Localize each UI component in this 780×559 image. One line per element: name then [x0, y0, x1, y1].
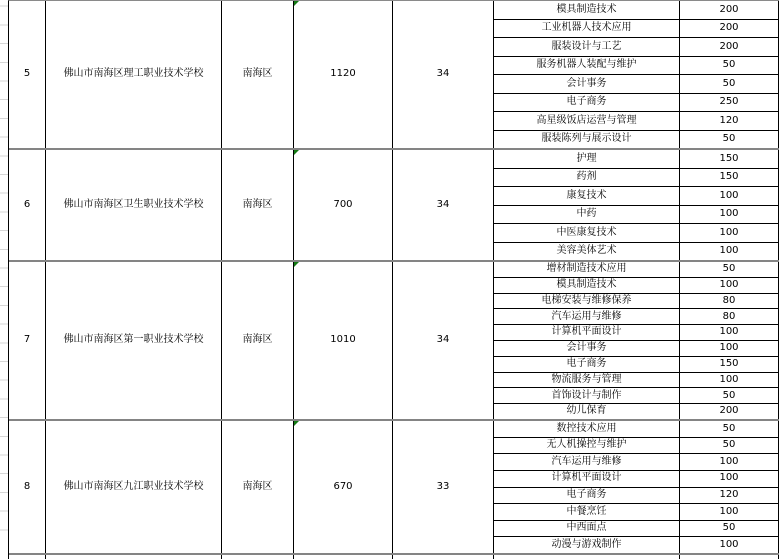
major-quota-cell-text: 100 — [719, 245, 739, 256]
majors-column — [494, 421, 779, 553]
major-quota-cell[interactable] — [680, 94, 779, 112]
major-name-cell-text: 护理 — [576, 152, 597, 164]
major-name-cell[interactable] — [494, 357, 680, 372]
total-enrollment-cell-text: 1010 — [330, 334, 356, 346]
school-name-cell-text: 佛山市南海区理工职业技术学校 — [63, 68, 204, 80]
number-as-text-flag-icon — [294, 150, 299, 155]
major-quota-cell[interactable] — [680, 38, 779, 56]
major-row — [494, 536, 779, 553]
school-block-partial — [9, 555, 779, 559]
major-name-cell[interactable] — [494, 521, 680, 537]
major-row — [494, 56, 779, 75]
major-name-cell-text: 中医康复技术 — [556, 226, 617, 238]
major-row — [494, 223, 779, 242]
major-row — [494, 356, 779, 372]
major-quota-cell-text: 200 — [719, 40, 739, 52]
major-name-cell-text: 会计事务 — [566, 77, 607, 89]
major-name-cell-text: 增材制造技术应用 — [546, 263, 627, 275]
major-name-cell[interactable] — [494, 537, 680, 553]
number-as-text-flag-icon — [294, 1, 299, 6]
major-name-cell[interactable] — [494, 94, 680, 112]
major-quota-cell-text: 50 — [722, 422, 736, 434]
major-row — [494, 293, 779, 309]
major-quota-cell[interactable] — [680, 224, 779, 242]
major-quota-cell[interactable] — [680, 341, 779, 356]
major-quota-cell[interactable] — [680, 187, 779, 205]
major-name-cell-text: 工业机器人技术应用 — [541, 22, 632, 33]
major-quota-cell[interactable] — [680, 206, 779, 224]
major-quota-cell[interactable] — [680, 262, 779, 277]
district-cell[interactable] — [222, 555, 294, 559]
major-name-cell[interactable] — [494, 206, 680, 224]
total-enrollment-cell-text: 700 — [333, 198, 353, 210]
major-name-cell-text: 电梯安装与维修保养 — [541, 294, 632, 306]
major-row — [494, 555, 779, 559]
major-quota-cell-text: 100 — [719, 208, 739, 219]
major-name-cell[interactable] — [494, 471, 680, 487]
district-cell-text: 南海区 — [242, 198, 273, 210]
major-name-cell-text: 汽车运用与维修 — [551, 455, 622, 467]
major-quota-cell[interactable] — [680, 294, 779, 309]
school-block — [9, 262, 779, 421]
number-as-text-flag-icon — [294, 262, 299, 267]
school-name-cell[interactable] — [46, 150, 222, 260]
major-quota-cell-text: 50 — [722, 59, 736, 70]
major-name-cell[interactable] — [494, 75, 680, 93]
major-name-cell[interactable] — [494, 421, 680, 437]
district-cell-text: 南海区 — [242, 334, 273, 346]
school-name-cell[interactable] — [46, 1, 222, 148]
number-as-text-flag-icon — [294, 421, 299, 426]
major-quota-cell[interactable] — [680, 278, 779, 293]
major-quota-cell[interactable] — [680, 454, 779, 470]
major-row — [494, 340, 779, 356]
major-quota-cell[interactable] — [680, 471, 779, 487]
major-quota-cell[interactable] — [680, 388, 779, 403]
district-cell-text: 南海区 — [242, 480, 273, 492]
major-name-cell[interactable] — [494, 112, 680, 130]
major-row — [494, 242, 779, 261]
major-name-cell-text: 电子商务 — [566, 489, 607, 501]
major-row — [494, 308, 779, 324]
district-cell-text: 南海区 — [242, 68, 273, 80]
major-quota-cell[interactable] — [680, 169, 779, 187]
major-name-cell-text: 电子商务 — [566, 357, 607, 369]
major-quota-cell[interactable] — [680, 537, 779, 553]
major-name-cell-text: 电子商务 — [566, 96, 607, 107]
major-quota-cell[interactable] — [680, 150, 779, 168]
count-cell-text: 34 — [436, 68, 450, 80]
major-quota-cell-text: 100 — [719, 278, 739, 290]
major-row — [494, 324, 779, 340]
major-name-cell-text: 高星级饭店运营与管理 — [536, 114, 637, 126]
major-name-cell-text: 中西面点 — [566, 522, 607, 534]
count-cell-text: 34 — [436, 334, 450, 346]
major-name-cell-text: 物流服务与管理 — [551, 373, 622, 385]
major-name-cell-text: 幼儿保育 — [566, 405, 607, 417]
major-row — [494, 421, 779, 437]
school-name-cell-text: 佛山市南海区第一职业技术学校 — [63, 334, 204, 346]
major-row — [494, 168, 779, 187]
major-name-cell[interactable] — [494, 150, 680, 168]
major-quota-cell-text: 50 — [722, 389, 736, 401]
major-name-cell-text: 首饰设计与制作 — [551, 389, 622, 401]
major-quota-cell-text: 100 — [719, 342, 739, 354]
major-row — [494, 205, 779, 224]
major-name-cell[interactable] — [494, 373, 680, 388]
seq-cell-text: 6 — [23, 198, 31, 210]
major-name-cell[interactable] — [494, 294, 680, 309]
major-name-cell[interactable] — [494, 187, 680, 205]
count-cell[interactable] — [393, 262, 494, 419]
major-quota-cell[interactable] — [680, 555, 779, 559]
major-quota-cell-text: 80 — [722, 310, 736, 322]
majors-column — [494, 262, 779, 419]
school-block — [9, 150, 779, 262]
major-quota-cell[interactable] — [680, 421, 779, 437]
major-quota-cell[interactable] — [680, 325, 779, 340]
count-cell[interactable] — [393, 555, 494, 559]
total-enrollment-cell-text: 670 — [333, 480, 353, 492]
count-cell[interactable] — [393, 150, 494, 260]
major-quota-cell-text: 120 — [719, 489, 739, 501]
major-row — [494, 487, 779, 504]
major-quota-cell[interactable] — [680, 20, 779, 38]
district-cell[interactable] — [222, 262, 294, 419]
major-name-cell[interactable] — [494, 438, 680, 454]
major-name-cell-text: 服装陈列与展示设计 — [541, 133, 632, 144]
major-quota-cell[interactable] — [680, 404, 779, 419]
major-row — [494, 1, 779, 19]
major-name-cell-text: 计算机平面设计 — [551, 472, 622, 484]
major-name-cell-text: 汽车运用与维修 — [551, 310, 622, 322]
majors-column — [494, 555, 779, 559]
major-name-cell-text: 动漫与游戏制作 — [551, 538, 622, 550]
major-name-cell-text: 计算机平面设计 — [551, 326, 622, 338]
major-row — [494, 387, 779, 403]
majors-column — [494, 150, 779, 260]
major-row — [494, 277, 779, 293]
major-quota-cell[interactable] — [680, 131, 779, 149]
major-name-cell-text: 康复技术 — [566, 189, 607, 201]
seq-cell[interactable] — [9, 421, 46, 553]
major-quota-cell[interactable] — [680, 112, 779, 130]
seq-cell[interactable] — [9, 150, 46, 260]
sheet-gridlines — [0, 0, 8, 559]
enrollment-table — [8, 0, 779, 559]
major-quota-cell[interactable] — [680, 504, 779, 520]
major-quota-cell[interactable] — [680, 488, 779, 504]
school-name-cell[interactable] — [46, 421, 222, 553]
major-name-cell[interactable] — [494, 555, 680, 559]
count-cell-text: 34 — [436, 198, 450, 210]
major-row — [494, 403, 779, 419]
major-row — [494, 453, 779, 470]
major-quota-cell[interactable] — [680, 373, 779, 388]
major-quota-cell-text: 100 — [719, 538, 739, 550]
major-row — [494, 503, 779, 520]
major-name-cell-text: 模具制造技术 — [556, 278, 617, 290]
total-enrollment-cell[interactable] — [294, 555, 393, 559]
count-cell[interactable] — [393, 421, 494, 553]
major-name-cell[interactable] — [494, 325, 680, 340]
major-quota-cell-text: 80 — [722, 294, 736, 306]
seq-cell[interactable] — [9, 262, 46, 419]
major-name-cell[interactable] — [494, 243, 680, 261]
major-name-cell[interactable] — [494, 488, 680, 504]
major-quota-cell[interactable] — [680, 57, 779, 75]
major-name-cell[interactable] — [494, 38, 680, 56]
major-name-cell-text: 服装设计与工艺 — [551, 40, 622, 52]
major-row — [494, 93, 779, 112]
major-name-cell-text: 模具制造技术 — [556, 3, 617, 15]
major-quota-cell[interactable] — [680, 243, 779, 261]
seq-cell[interactable] — [9, 1, 46, 148]
seq-cell-text: 8 — [23, 480, 31, 492]
major-quota-cell-text: 50 — [722, 133, 736, 144]
major-quota-cell[interactable] — [680, 438, 779, 454]
total-enrollment-cell[interactable] — [294, 421, 393, 553]
major-quota-cell-text: 100 — [719, 472, 739, 484]
district-cell[interactable] — [222, 150, 294, 260]
major-quota-cell-text: 150 — [719, 357, 739, 369]
major-name-cell[interactable] — [494, 309, 680, 324]
major-name-cell-text: 服务机器人装配与维护 — [536, 59, 637, 70]
total-enrollment-cell-text: 1120 — [330, 68, 356, 80]
seq-cell[interactable] — [9, 555, 46, 559]
school-name-cell-text: 佛山市南海区卫生职业技术学校 — [63, 198, 204, 210]
major-name-cell-text: 中餐烹饪 — [566, 505, 607, 517]
major-name-cell[interactable] — [494, 57, 680, 75]
major-quota-cell-text: 150 — [719, 171, 739, 182]
major-row — [494, 520, 779, 537]
major-quota-cell-text: 200 — [719, 405, 739, 417]
major-name-cell-text: 药剂 — [576, 171, 597, 182]
school-block — [9, 1, 779, 150]
major-row — [494, 372, 779, 388]
major-name-cell[interactable] — [494, 20, 680, 38]
major-name-cell-text: 无人机操控与维护 — [546, 439, 627, 451]
major-name-cell[interactable] — [494, 278, 680, 293]
majors-column — [494, 1, 779, 148]
school-name-cell-text: 佛山市南海区九江职业技术学校 — [63, 480, 204, 492]
district-cell[interactable] — [222, 421, 294, 553]
major-name-cell[interactable] — [494, 224, 680, 242]
major-row — [494, 37, 779, 56]
major-quota-cell-text: 200 — [719, 22, 739, 33]
school-name-cell[interactable] — [46, 555, 222, 559]
school-name-cell[interactable] — [46, 262, 222, 419]
major-name-cell-text: 数控技术应用 — [556, 422, 617, 434]
major-name-cell[interactable] — [494, 504, 680, 520]
major-row — [494, 437, 779, 454]
major-row — [494, 19, 779, 38]
major-name-cell[interactable] — [494, 131, 680, 149]
major-quota-cell-text: 100 — [719, 455, 739, 467]
major-name-cell-text: 美容美体艺术 — [556, 245, 617, 256]
major-row — [494, 130, 779, 149]
major-quota-cell-text: 120 — [719, 114, 739, 126]
major-row — [494, 186, 779, 205]
major-quota-cell[interactable] — [680, 1, 779, 19]
major-quota-cell-text: 100 — [719, 189, 739, 201]
major-name-cell[interactable] — [494, 454, 680, 470]
major-row — [494, 262, 779, 277]
major-quota-cell[interactable] — [680, 75, 779, 93]
school-block — [9, 421, 779, 555]
major-name-cell-text: 会计事务 — [566, 342, 607, 354]
major-quota-cell-text: 100 — [719, 326, 739, 338]
major-name-cell[interactable] — [494, 388, 680, 403]
total-enrollment-cell[interactable] — [294, 150, 393, 260]
major-row — [494, 470, 779, 487]
major-name-cell[interactable] — [494, 1, 680, 19]
total-enrollment-cell[interactable] — [294, 1, 393, 148]
major-quota-cell-text: 50 — [722, 263, 736, 275]
major-row — [494, 150, 779, 168]
district-cell[interactable] — [222, 1, 294, 148]
major-quota-cell-text: 50 — [722, 439, 736, 451]
major-quota-cell-text: 100 — [719, 226, 739, 238]
major-quota-cell-text: 50 — [722, 77, 736, 89]
major-quota-cell[interactable] — [680, 521, 779, 537]
major-quota-cell-text: 150 — [719, 152, 739, 164]
major-quota-cell[interactable] — [680, 357, 779, 372]
major-quota-cell[interactable] — [680, 309, 779, 324]
count-cell[interactable] — [393, 1, 494, 148]
seq-cell-text: 5 — [23, 68, 31, 80]
major-row — [494, 111, 779, 130]
total-enrollment-cell[interactable] — [294, 262, 393, 419]
seq-cell-text: 7 — [23, 334, 31, 346]
major-quota-cell-text: 100 — [719, 373, 739, 385]
major-quota-cell-text: 200 — [719, 3, 739, 15]
major-quota-cell-text: 250 — [719, 96, 739, 107]
major-name-cell[interactable] — [494, 262, 680, 277]
major-quota-cell-text: 50 — [722, 522, 736, 534]
major-quota-cell-text: 100 — [719, 505, 739, 517]
major-row — [494, 74, 779, 93]
major-name-cell-text: 中药 — [576, 208, 597, 219]
major-name-cell[interactable] — [494, 169, 680, 187]
count-cell-text: 33 — [436, 480, 450, 492]
major-name-cell[interactable] — [494, 341, 680, 356]
major-name-cell[interactable] — [494, 404, 680, 419]
